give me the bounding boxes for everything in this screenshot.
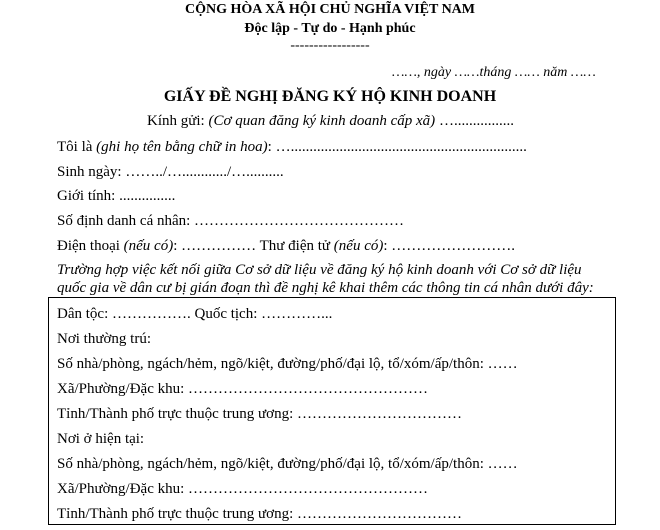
permanent-residence-label: Nơi thường trú: [57,331,151,347]
contact-field [57,238,515,255]
permanent-province-field: Tỉnh/Thành phố trực thuộc trung ương: …………………………… [57,406,462,422]
current-ward-field: Xã/Phường/Đặc khu: ………………………………………… [57,481,429,497]
gender-field: Giới tính: ............... [57,188,176,204]
email-dots: : ……………………. [383,238,516,254]
current-street-field: Số nhà/phòng, ngách/hẻm, ngõ/kiệt, đường/phố/đại lộ, tổ/xóm/ấp/thôn: …… [57,456,518,472]
permanent-street-field: Số nhà/phòng, ngách/hẻm, ngõ/kiệt, đường/phố/đại lộ, tổ/xóm/ấp/thôn: …… [57,356,518,372]
national-name: CỘNG HÒA XÃ HỘI CHỦ NGHĨA VIỆT NAM [184,2,475,17]
recipient-line [147,113,514,130]
current-province-field: Tỉnh/Thành phố trực thuộc trung ương: …………………………… [57,506,462,522]
phone-dots: : …………… [173,238,257,254]
national-motto: Độc lập - Tự do - Hạnh phúc [244,21,416,36]
recipient-dots: …................ [438,113,514,129]
name-label: Tôi là [57,139,93,155]
document-title: GIẤY ĐỀ NGHỊ ĐĂNG KÝ HỘ KINH DOANH [163,88,497,105]
email-hint: (nếu có) [333,238,384,254]
note-line-1: Trường hợp việc kết nối giữa Cơ sở dữ liệu về đăng ký hộ kinh doanh với Cơ sở dữ liệu [57,262,582,278]
date-line: ……, ngày ……tháng …… năm …… [392,65,596,80]
name-hint: (ghi họ tên bằng chữ in hoa) [96,139,268,155]
recipient-label: Kính gửi: [147,113,205,129]
note-line-2: quốc gia về dân cư bị gián đoạn thì đề nghị kê khai thêm các thông tin cá nhân dưới đây: [57,280,594,296]
dob-field: Sinh ngày: ……../…............/….......... [57,164,284,180]
recipient-hint: (Cơ quan đăng ký kinh doanh cấp xã) [208,113,436,129]
phone-hint: (nếu có) [123,238,174,254]
ethnicity-nationality-field: Dân tộc: ……………. Quốc tịch: …………... [57,306,333,322]
permanent-ward-field: Xã/Phường/Đặc khu: ………………………………………… [57,381,429,397]
name-field [57,139,527,156]
name-dots: : …............................................................... [267,139,527,155]
phone-label: Điện thoại [57,238,120,254]
current-residence-label: Nơi ở hiện tại: [57,431,145,447]
email-label: Thư điện tử [259,238,331,254]
id-number-field: Số định danh cá nhân: …………………………………… [57,213,405,229]
header-rule: ----------------- [290,38,370,53]
